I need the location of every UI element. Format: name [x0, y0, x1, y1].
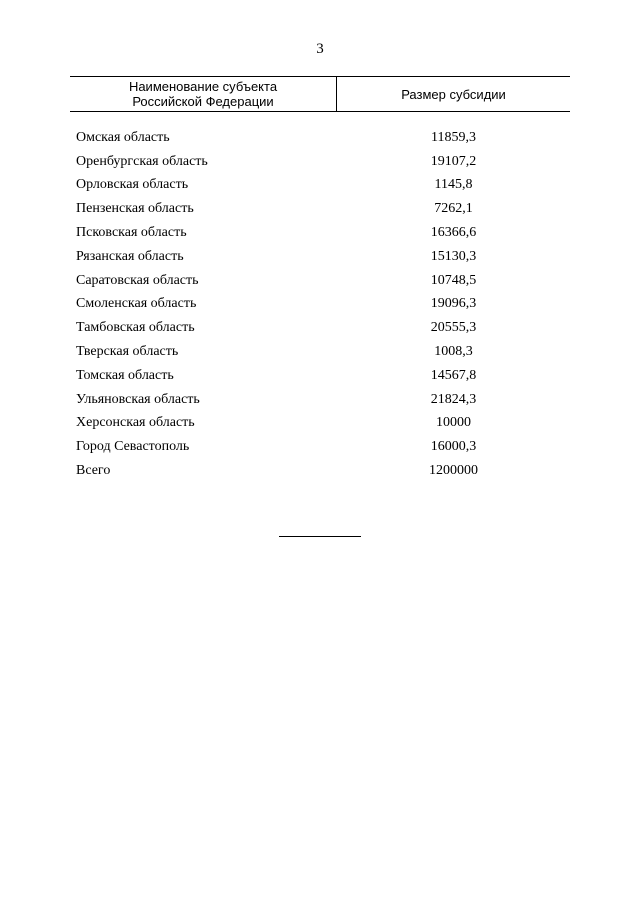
region-name-cell: Всего: [76, 463, 111, 479]
table-row: [0, 245, 640, 269]
region-name-cell: Омская область: [76, 129, 170, 145]
subsidy-amount-cell: 16000,3: [430, 439, 477, 455]
region-name-cell: Рязанская область: [76, 248, 184, 264]
region-name-cell: Псковская область: [76, 225, 187, 241]
table-row: [0, 174, 640, 198]
region-name-cell: Город Севастополь: [76, 439, 190, 455]
table-row: [0, 435, 640, 459]
table-header: [70, 76, 570, 112]
region-name-cell: Тамбовская область: [76, 320, 195, 336]
region-name-cell: Ульяновская область: [76, 391, 200, 407]
table-row: [0, 197, 640, 221]
region-name-cell: Смоленская область: [76, 296, 197, 312]
table-row: [0, 459, 640, 483]
table-row: [0, 340, 640, 364]
subsidy-amount-cell: 10000: [436, 415, 471, 431]
subsidy-amount-cell: 15130,3: [430, 248, 477, 264]
region-name-cell: Оренбургская область: [76, 153, 208, 169]
subsidy-amount-cell: 11859,3: [431, 129, 476, 145]
region-name-cell: Пензенская область: [76, 201, 194, 217]
subsidy-amount-cell: 19096,3: [430, 296, 477, 312]
closing-separator-line: [279, 536, 361, 537]
region-name-cell: Саратовская область: [76, 272, 199, 288]
region-name-cell: Херсонская область: [76, 415, 195, 431]
subsidy-amount-cell: 19107,2: [430, 153, 477, 169]
subsidy-amount-cell: 1145,8: [434, 177, 473, 193]
column-header-region: [70, 77, 337, 111]
table-row: [0, 221, 640, 245]
table-row: [0, 150, 640, 174]
table-row: [0, 364, 640, 388]
subsidy-amount-cell: 20555,3: [430, 320, 477, 336]
subsidy-amount-cell: 1200000: [429, 463, 478, 479]
table-row: [0, 316, 640, 340]
table-row: [0, 388, 640, 412]
subsidy-amount-cell: 7262,1: [434, 201, 473, 217]
table-row: [0, 126, 640, 150]
page-number: 3: [316, 41, 324, 57]
region-name-cell: Томская область: [76, 367, 174, 383]
table-row: [0, 269, 640, 293]
table-row: [0, 412, 640, 436]
subsidy-amount-cell: 14567,8: [430, 367, 477, 383]
table-row: [0, 293, 640, 317]
subsidy-amount-cell: 21824,3: [430, 391, 477, 407]
subsidy-amount-cell: 10748,5: [430, 272, 477, 288]
column-header-region-line1: Наименование субъекта: [128, 79, 278, 94]
region-name-cell: Тверская область: [76, 344, 179, 360]
region-name-cell: Орловская область: [76, 177, 189, 193]
column-header-subsidy: Размер субсидии: [401, 86, 506, 102]
subsidy-amount-cell: 16366,6: [430, 225, 477, 241]
subsidy-amount-cell: 1008,3: [434, 344, 473, 360]
table-body: [0, 126, 640, 483]
column-header-region-line2: Российской Федерации: [132, 94, 274, 109]
